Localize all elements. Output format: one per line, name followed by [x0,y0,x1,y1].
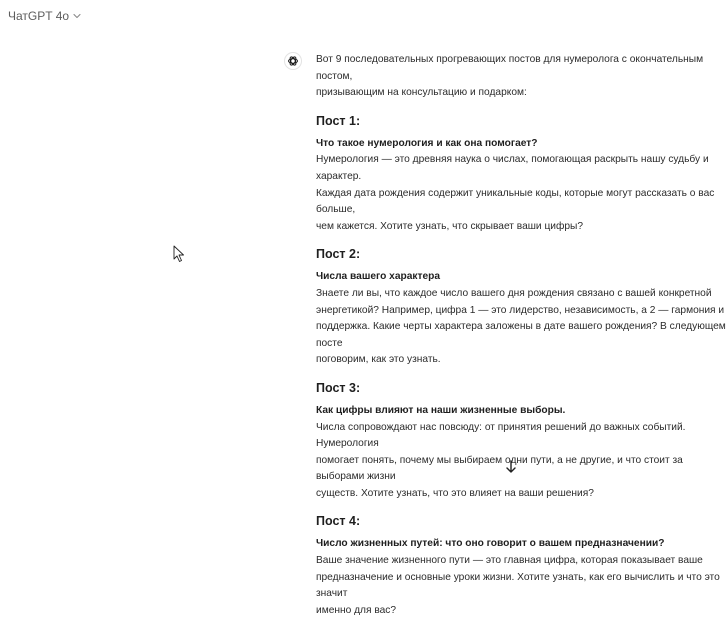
scroll-down-button[interactable] [503,459,519,475]
post-3 [316,379,726,503]
openai-logo-icon [284,52,302,70]
post-heading: Пост 1: [316,113,361,128]
chevron-down-icon [73,12,81,20]
post-subtitle: Как цифры влияют на наши жизненные выборы. [316,404,566,416]
header [0,0,720,34]
model-name: ЧатGPT 4о [8,9,70,23]
arrow-down-icon [505,460,517,474]
post-body: Знаете ли вы, что каждое число вашего дня рождения связано с вашей конкретной энергетикой? Например, цифра 1 — это лидерство, независимость, а 2 — гармония и поддержка. Какие черты характера заложены в дате вашего рождения? В следующем посте поговорим, как это узнать. [316,287,726,366]
message-intro: Вот 9 последовательных прогревающих постов для нумеролога с окончательным постом, призывающим на консультацию и подарком: [316,54,704,99]
post-body: Ваше значение жизненного пути — это главная цифра, которая показывает ваше предназначение и основные уроки жизни. Хотите узнать, как его вычислить и что это значит именно для вас? [316,555,720,616]
post-heading: Пост 4: [316,514,361,529]
model-selector-button[interactable] [8,6,81,26]
post-body: Числа сопровождают нас повсюду: от принятия решений до важных событий. Нумерология помогает понять, почему мы выбираем одни пути, а не другие, и что стоит за выборами жизни существ. Хотите узнать, что это влияет на ваши решения? [316,421,686,499]
post-2 [316,245,726,369]
post-heading: Пост 3: [316,380,361,395]
post-1 [316,112,726,236]
post-subtitle: Числа вашего характера [316,271,441,283]
mouse-cursor-icon [173,245,185,263]
post-subtitle: Число жизненных путей: что оно говорит о вашем предназначении? [316,538,665,550]
openai-logo-glyph [287,55,299,67]
post-subtitle: Что такое нумерология и как она помогает? [316,137,538,149]
post-heading: Пост 2: [316,247,361,262]
post-body: Нумерология — это древняя наука о числах, помогающая раскрыть нашу судьбу и характер. Каждая дата рождения содержит уникальные коды, которые могут рассказать о вас больше, чем кажется. Хотите узнать, что скрывает ваши цифры? [316,154,715,232]
post-4 [316,512,726,619]
message-content [316,52,726,619]
